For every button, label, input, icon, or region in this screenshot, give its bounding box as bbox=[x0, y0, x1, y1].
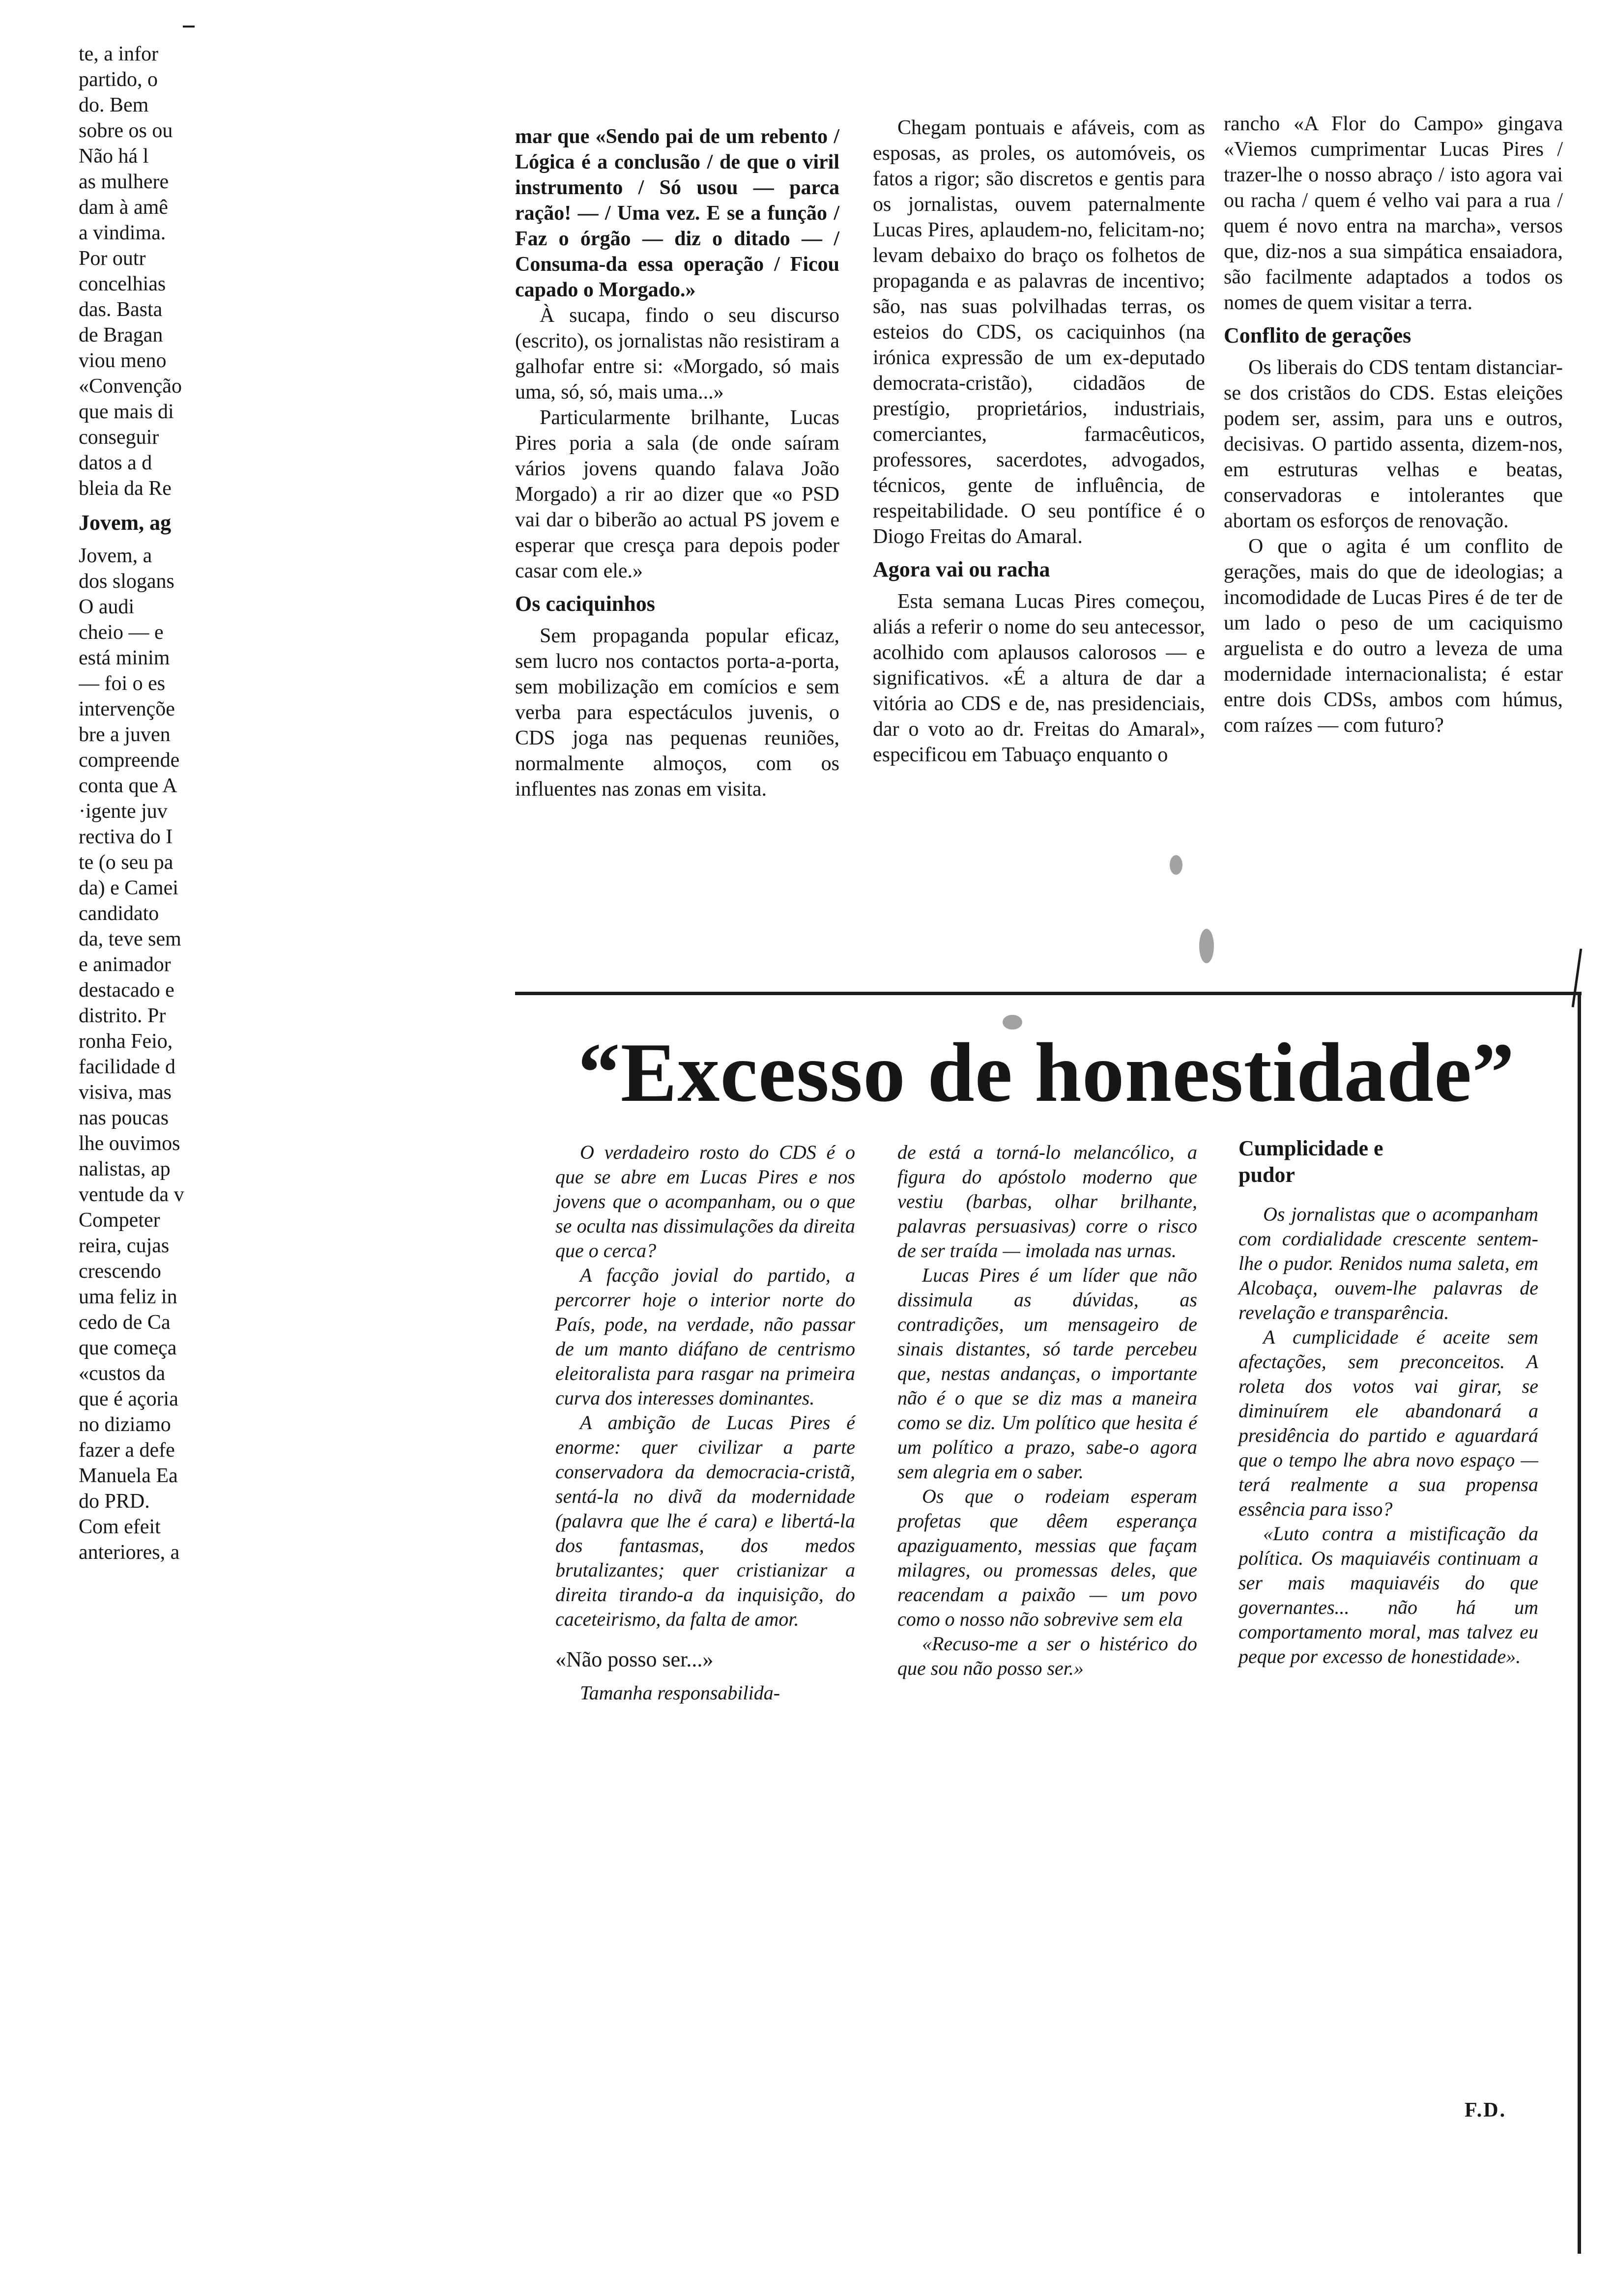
left-line: nalistas, ap bbox=[79, 1158, 171, 1180]
paragraph: Particularmente brilhante, Lucas Pires poria a sala (de onde saíram vários jovens quando falava João Morgado) a rir ao dizer que «o PSD vai dar o biberão ao actual PS jovem e esperar que cresça para depois poder casar com ele.» bbox=[515, 406, 839, 582]
left-line: conseguir bbox=[79, 426, 159, 449]
paragraph: O verdadeiro rosto do CDS é o que se abre em Lucas Pires e nos jovens que o acompanham, ou o que se oculta nas dissimulações da direita que o cerca? bbox=[555, 1141, 855, 1262]
subheading-conflito-de-geracoes: Conflito de gerações bbox=[1224, 323, 1411, 347]
left-line: intervençõe bbox=[79, 698, 175, 720]
left-subhead: Jovem, ag bbox=[79, 511, 172, 535]
left-line: visiva, mas bbox=[79, 1081, 172, 1104]
left-line: ·igente juv bbox=[79, 800, 168, 823]
paragraph: Os liberais do CDS tentam distanciar-se dos cristãos do CDS. Estas eleições podem ser, assim, para uns e outros, decisivas. O partido assenta, dizem-nos, em estruturas velhas e beatas, conservadoras e intolerantes que abortam os esforços de renovação. bbox=[1224, 356, 1563, 532]
scan-smudge bbox=[1170, 855, 1182, 875]
left-line: rectiva do I bbox=[79, 826, 173, 848]
left-line: ventude da v bbox=[79, 1183, 184, 1206]
left-line: compreende bbox=[79, 749, 180, 772]
left-line: concelhias bbox=[79, 273, 166, 295]
paragraph: A ambição de Lucas Pires é enorme: quer civilizar a parte conservadora da democracia-cristã, sentá-la no divã da modernidade (palavra que lhe é cara) e libertá-la dos fantasmas, dos medos brutalizantes; quer cristianizar a direita tirando-a da inquisição, do caceteirismo, da falta de amor. bbox=[555, 1411, 855, 1630]
left-line: as mulhere bbox=[79, 171, 169, 193]
paragraph: À sucapa, findo o seu discurso (escrito), os jornalistas não resistiram a galhofar entre si: «Morgado, só mais uma, só, só, mais uma...» bbox=[515, 304, 839, 403]
left-line: nas poucas bbox=[79, 1107, 169, 1129]
left-lines-bottom bbox=[79, 543, 211, 1565]
paragraph: Tamanha responsabilida- bbox=[580, 1682, 780, 1704]
left-line: dam à amê bbox=[79, 196, 168, 219]
paragraph: Esta semana Lucas Pires começou, aliás a referir o nome do seu antecessor, acolhido com aplausos calorosos — e significativos. «É a altura de dar a vitória ao CDS e de, nas presidenciais, dar o voto ao dr. Freitas do Amaral», especificou em Tabuaço enquanto o bbox=[873, 590, 1205, 766]
left-line: anteriores, a bbox=[79, 1541, 180, 1564]
left-line: bleia da Re bbox=[79, 477, 172, 500]
left-line: O audi bbox=[79, 596, 135, 618]
left-line: sobre os ou bbox=[79, 119, 173, 142]
left-line: a vindima. bbox=[79, 222, 166, 244]
paragraph: O que o agita é um conflito de gerações, mais do que de ideologias; a incomodidade de Lucas Pires é de ter de um lado o peso de um caciquismo arguelista e do outro a leveza de uma modernidade internacionalista; é estar entre dois CDSs, ambos com húmus, com raízes — com futuro? bbox=[1224, 535, 1563, 737]
paragraph: Lucas Pires é um líder que não dissimula as dúvidas, as contradições, um mensageiro de sinais distantes, só tarde percebeu que, nestas andanças, o importante não é o que se diz mas a maneira como se diz. Um político que hesita é um político a prazo, sabe-o agora sem alegria em o saber. bbox=[897, 1264, 1197, 1483]
author-signature: F.D. bbox=[1465, 2099, 1507, 2122]
boxed-headline: “Excesso de honestidade” bbox=[577, 1026, 1515, 1119]
left-line: que mais di bbox=[79, 401, 174, 423]
paragraph: Sem propaganda popular eficaz, sem lucro nos contactos porta-a-porta, sem mobilização em comícios e sem verba para espectáculos juvenis, o CDS joga nas pequenas reuniões, normalmente almoços, com os influentes nas zonas em visita. bbox=[515, 625, 839, 801]
left-column-cut bbox=[79, 41, 211, 1565]
left-line: fazer a defe bbox=[79, 1439, 175, 1462]
left-line: da) e Camei bbox=[79, 877, 178, 899]
left-line: destacado e bbox=[79, 979, 174, 1002]
paragraph: A cumplicidade é aceite sem afectações, sem preconceitos. A roleta dos votos vai girar, se diminuírem ele abandonará a presidência do partido e aguardará que o tempo lhe abra novo espaço — terá realmente a sua propensa essência para isso? bbox=[1238, 1326, 1538, 1520]
left-line: Com efeit bbox=[79, 1516, 161, 1538]
left-line: Competer bbox=[79, 1209, 160, 1232]
boxed-column-3 bbox=[1238, 1128, 1538, 1669]
subheading-agora-vai-ou-racha: Agora vai ou racha bbox=[873, 557, 1050, 581]
boxed-column-2 bbox=[897, 1140, 1197, 1681]
paragraph: Os jornalistas que o acompanham com cordialidade crescente sentem-lhe o pudor. Renidos numa saleta, em Alcobaça, ouvem-lhe palavras de revelação e transparência. bbox=[1238, 1203, 1538, 1323]
left-line: e animador bbox=[79, 953, 171, 976]
left-line: te, a infor bbox=[79, 43, 159, 65]
left-line: está minim bbox=[79, 647, 170, 669]
left-line: partido, o bbox=[79, 68, 158, 91]
left-line: de Bragan bbox=[79, 324, 163, 346]
scan-mark-top bbox=[183, 26, 195, 28]
paragraph: «Luto contra a mistificação da política. Os maquiavéis continuam a ser mais maquiavéis do que governantes... não há um comportamento moral, mas talvez eu peque por excesso de honestidade». bbox=[1238, 1522, 1538, 1667]
left-line: facilidade d bbox=[79, 1056, 176, 1078]
left-line: Não há l bbox=[79, 145, 149, 168]
left-line: uma feliz in bbox=[79, 1286, 177, 1308]
left-line: cedo de Ca bbox=[79, 1311, 171, 1334]
left-line: crescendo bbox=[79, 1260, 161, 1283]
left-lines-top bbox=[79, 41, 211, 501]
subheading-cumplicidade-e-pudor: Cumplicidade e pudor bbox=[1238, 1136, 1383, 1187]
scan-smudge bbox=[1199, 929, 1214, 963]
left-line: Jovem, a bbox=[79, 545, 152, 567]
subheading-caciquinhos: Os caciquinhos bbox=[515, 592, 655, 616]
left-line: distrito. Pr bbox=[79, 1004, 166, 1027]
left-line: bre a juven bbox=[79, 723, 171, 746]
paragraph: Chegam pontuais e afáveis, com as esposas, as proles, os automóveis, os fatos a rigor; são discretos e gentis para os jornalistas, ouvem paternalmente Lucas Pires, aplaudem-no, felicitam-no; levam debaixo do braço os folhetos de propaganda e as palavras de incentivo; são, nas suas polvilhadas terras, os esteios do CDS, os caciquinhos (na irónica expressão de um ex-deputado democrata-cristão), cidadãos de prestígio, proprietários, industriais, comerciantes, farmacêuticos, professores, sacerdotes, advogados, técnicos, gente de influência, de respeitabilidade. O seu pontífice é o Diogo Freitas do Amaral. bbox=[873, 116, 1205, 548]
left-line: Manuela Ea bbox=[79, 1464, 178, 1487]
left-line: que começa bbox=[79, 1337, 177, 1359]
left-line: «custos da bbox=[79, 1362, 166, 1385]
left-line: reira, cujas bbox=[79, 1234, 170, 1257]
left-line: viou meno bbox=[79, 349, 167, 372]
left-line: te (o seu pa bbox=[79, 851, 173, 874]
left-line: cheio — e bbox=[79, 621, 164, 644]
left-line: do PRD. bbox=[79, 1490, 150, 1513]
paragraph: A facção jovial do partido, a percorrer hoje o interior norte do País, pode, na verdade, não passar de um manto diáfano de centrismo eleitoralista para rasgar na primeira curva dos interesses dominantes. bbox=[555, 1264, 855, 1409]
left-line: conta que A bbox=[79, 775, 177, 797]
left-line: datos a d bbox=[79, 452, 152, 474]
left-line: dos slogans bbox=[79, 570, 174, 593]
left-line: ronha Feio, bbox=[79, 1030, 173, 1053]
left-line: candidato bbox=[79, 902, 159, 925]
left-line: das. Basta bbox=[79, 298, 163, 321]
left-line: «Convenção bbox=[79, 375, 182, 398]
left-line: Por outr bbox=[79, 247, 146, 270]
left-line: do. Bem bbox=[79, 94, 149, 116]
subheading-nao-posso-ser: «Não posso ser...» bbox=[555, 1647, 714, 1671]
left-line: lhe ouvimos bbox=[79, 1132, 180, 1155]
left-line: que é açoria bbox=[79, 1388, 178, 1410]
article-column-3 bbox=[1224, 111, 1563, 738]
paragraph: Os que o rodeiam esperam profetas que dêem esperança apaziguamento, messias que façam milagres, ou promessas deles, que reacendam a paixão — um povo como o nosso não sobrevive sem ela bbox=[897, 1485, 1197, 1630]
paragraph: de está a torná-lo melancólico, a figura do apóstolo moderno que vestiu (barbas, olhar brilhante, palavras persuasivas) corre o risco de ser traída — imolada nas urnas. bbox=[897, 1141, 1197, 1262]
left-line: da, teve sem bbox=[79, 928, 181, 950]
boxed-column-1 bbox=[555, 1140, 855, 1705]
left-line: — foi o es bbox=[79, 672, 166, 695]
article-column-2 bbox=[873, 115, 1205, 768]
poem-paragraph: mar que «Sendo pai de um rebento / Lógica é a conclusão / de que o viril instrumento / Só usou — parca ração! — / Uma vez. E se a função / Faz o órgão — diz o ditado — / Consuma-da essa operação / Ficou capado o Morgado.» bbox=[515, 125, 839, 301]
paragraph: «Recuso-me a ser o histérico do que sou não posso ser.» bbox=[897, 1633, 1197, 1679]
paragraph: rancho «A Flor do Campo» gingava «Viemos cumprimentar Lucas Pires / trazer-lhe o nosso abraço / isto agora vai ou racha / quem é velho vai para a rua / quem é novo entra na marcha», versos que, diz-nos a sua simpática ensaiadora, são facilmente adaptados a todos os nomes de quem visitar a terra. bbox=[1224, 113, 1563, 314]
left-line: no diziamo bbox=[79, 1413, 171, 1436]
article-column-1 bbox=[515, 124, 839, 802]
